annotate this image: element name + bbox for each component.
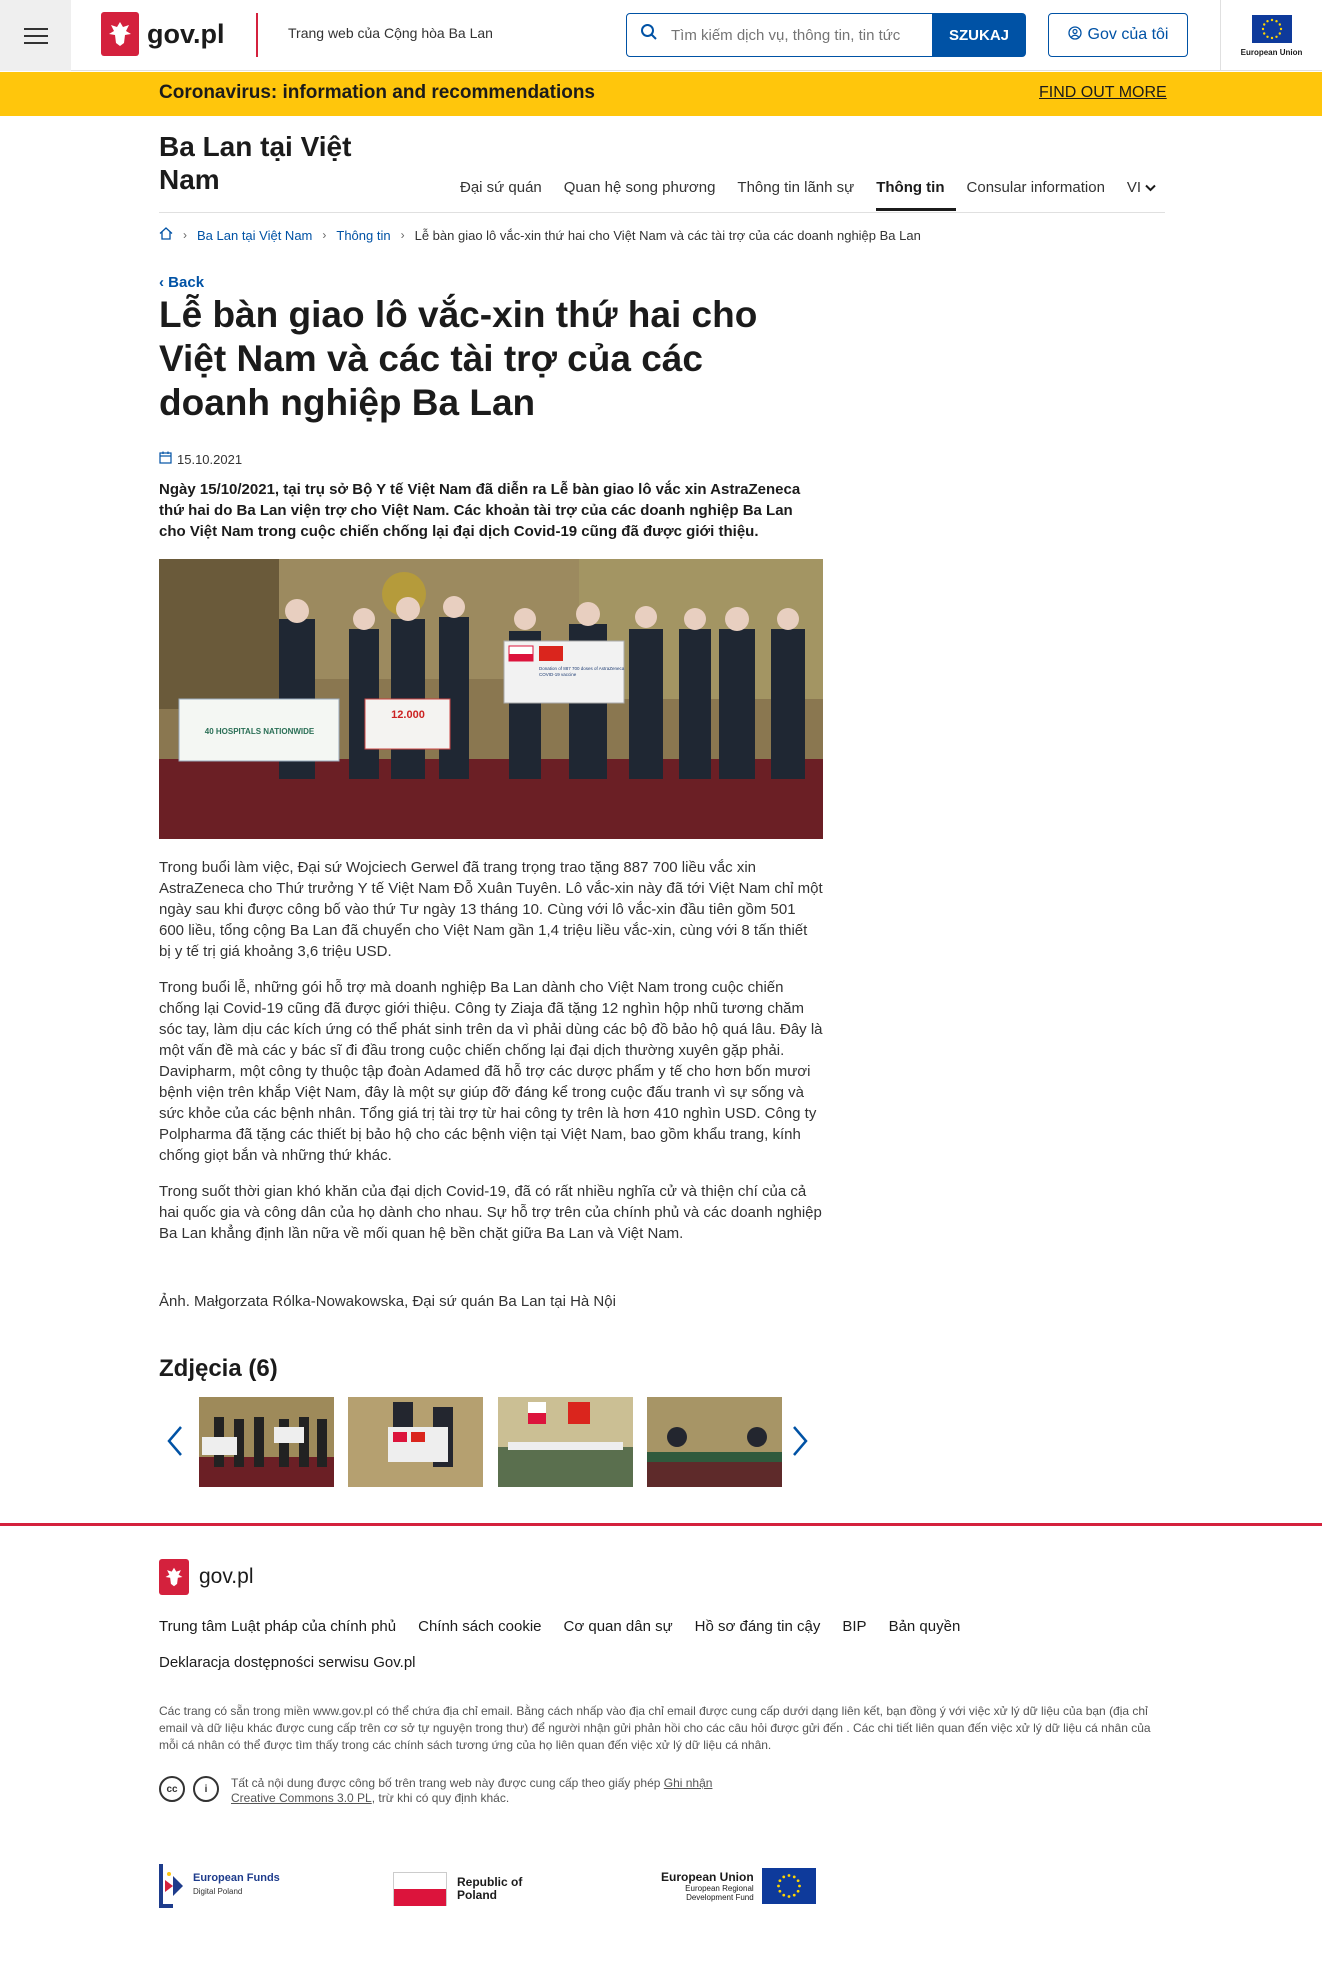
my-gov-label: Gov của tôi <box>1087 26 1169 43</box>
eu-flag-icon <box>1252 15 1292 43</box>
photo-credit: Ảnh. Małgorzata Rólka-Nowakowska, Đại sứ quán Ba Lan tại Hà Nội <box>159 1293 616 1310</box>
search-field <box>626 13 933 57</box>
gallery-prev-icon[interactable] <box>165 1425 185 1463</box>
nav-divider <box>159 212 1165 213</box>
footer-logo-text: gov.pl <box>199 1565 254 1588</box>
republic-of-poland-logo <box>393 1872 527 1906</box>
date-text: 15.10.2021 <box>177 451 243 467</box>
photo-sign-3: Donation of 887 700 doses of AstraZeneca COVID-19 vaccine <box>539 666 625 677</box>
user-icon <box>1068 26 1082 45</box>
poland-flag-icon <box>393 1872 447 1906</box>
gallery-thumb[interactable] <box>199 1397 334 1487</box>
european-funds-icon <box>159 1862 185 1908</box>
govpl-logo[interactable] <box>101 12 225 56</box>
chevron-down-icon <box>1145 179 1156 196</box>
nav-embassy[interactable]: Đại sứ quán <box>460 179 542 196</box>
chevron-right-icon: › <box>322 228 327 242</box>
article-paragraph-2: Trong buổi lễ, những gói hỗ trợ mà doanh nghiệp Ba Lan dành cho Việt Nam trong cuộc chiến chống lại Covid-19 cũng đã được giới thiệu. Công ty Ziaja đã tặng 12 nghìn hộp nhũ tương chăm sóc tay, làm dịu các kích ứng có thể phát sinh trên da vì phải dùng các bộ đồ bảo hộ quá lâu. Đây là một vấn đề mà các y bác sĩ đi đầu trong cuộc chiến chống lại đại dịch thường xuyên gặp phải. Davipharm, một công ty thuộc tập đoàn Adamed đã hỗ trợ các dược phẩm y tế cho hơn bốn mươi bệnh viện trên khắp Việt Nam, đây là một sự giúp đỡ đáng kể trong cuộc đấu tranh vì sự sống và sức khỏe của các bệnh nhân. Tổng giá trị tài trợ từ hai công ty trên là hơn 410 nghìn USD. Công ty Polpharma đã tặng các thiết bị bảo hộ cho các bệnh viện tại Việt Nam, bao gồm khẩu trang, kính chống giọt bắn và những thứ khác. <box>159 979 823 1164</box>
license-link[interactable]: Ghi nhận Creative Commons 3.0 PL <box>231 1776 713 1805</box>
footer-link-trusted-profile[interactable]: Hồ sơ đáng tin cậy <box>694 1618 821 1635</box>
breadcrumb <box>159 227 921 243</box>
article-photo <box>159 559 823 839</box>
search-icon <box>627 23 671 47</box>
site-title[interactable]: Ba Lan tại Việt Nam <box>159 131 352 195</box>
coronavirus-banner <box>0 72 1322 116</box>
article-lead: Ngày 15/10/2021, tại trụ sở Bộ Y tế Việt Nam đã diễn ra Lễ bàn giao lô vắc xin AstraZeneca thứ hai do Ba Lan viện trợ cho Việt Nam. Các khoản tài trợ của các doanh nghiệp Ba Lan cho Việt Nam trong cuộc chiến chống lại đại dịch Covid-19 cũng đã được giới thiệu. <box>159 481 801 540</box>
nav-consular-information-en[interactable]: Consular information <box>966 179 1105 196</box>
eagle-icon <box>101 12 139 56</box>
chevron-right-icon: › <box>400 228 405 242</box>
license-text <box>231 1776 751 1806</box>
chevron-right-icon: › <box>183 228 187 242</box>
eu-erdf-logo <box>661 1868 816 1904</box>
footer-link-civil-service[interactable]: Cơ quan dân sự <box>563 1618 673 1635</box>
license-text-post: , trừ khi có quy định khác. <box>371 1791 510 1805</box>
gallery-title: Zdjęcia (6) <box>159 1355 278 1382</box>
fund3-title: European Union <box>661 1869 754 1884</box>
cc-icon: cc <box>159 1776 185 1802</box>
logo-divider <box>256 13 258 57</box>
fund1-title: European Funds <box>193 1872 280 1884</box>
language-selector[interactable] <box>1127 175 1156 211</box>
footer-link-copyright[interactable]: Bản quyền <box>888 1618 961 1635</box>
breadcrumb-information[interactable]: Thông tin <box>336 227 391 243</box>
my-gov-button[interactable] <box>1048 13 1188 57</box>
main-nav <box>460 175 1156 211</box>
gallery-thumb[interactable] <box>498 1397 633 1487</box>
search-button[interactable]: SZUKAJ <box>932 13 1026 57</box>
back-link[interactable] <box>159 274 204 291</box>
footer-link-legislation[interactable]: Trung tâm Luật pháp của chính phủ <box>159 1618 397 1635</box>
calendar-icon <box>159 451 172 467</box>
banner-title: Coronavirus: information and recommendations <box>159 82 595 103</box>
european-funds-logo <box>159 1862 280 1908</box>
eu-logo <box>1220 0 1322 71</box>
fund3-sub: European Regional Development Fund <box>685 1883 754 1902</box>
article-date <box>159 451 242 467</box>
article-paragraph-1: Trong buổi làm việc, Đại sứ Wojciech Gerwel đã trang trọng trao tặng 887 700 liều vắc xin AstraZeneca cho Thứ trưởng Y tế Việt Nam Đỗ Xuân Tuyên. Lô vắc-xin này đã tới Việt Nam chỉ một ngày sau khi được công bố vào thứ Tư ngày 13 tháng 10. Cùng với lô vắc-xin đầu tiên gồm 501 600 liều, tổng cộng Ba Lan đã chuyển cho Việt Nam gần 1,4 triệu liều vắc-xin, cùng với 8 tấn thiết bị y tế trị giá khoảng 3,6 triệu USD. <box>159 859 823 960</box>
gallery-thumb[interactable] <box>348 1397 483 1487</box>
license-text-pre: Tất cả nội dung được công bố trên trang web này được cung cấp theo giấy phép <box>231 1776 664 1790</box>
footer-link-bip[interactable]: BIP <box>842 1618 867 1635</box>
photo-sign-1: 40 HOSPITALS NATIONWIDE <box>204 727 315 736</box>
funding-logos <box>159 1862 823 1908</box>
footer-link-cookies[interactable]: Chính sách cookie <box>418 1618 542 1635</box>
footer-logo[interactable] <box>159 1559 253 1595</box>
nav-bilateral[interactable]: Quan hệ song phương <box>563 179 716 196</box>
top-header <box>0 0 1322 71</box>
back-label: Back <box>168 274 205 291</box>
footer-links <box>159 1618 960 1635</box>
search-input[interactable] <box>671 27 921 44</box>
gallery-thumb[interactable] <box>647 1397 782 1487</box>
gallery-next-icon[interactable] <box>790 1425 810 1463</box>
menu-icon[interactable] <box>0 0 71 71</box>
language-label: VI <box>1126 179 1142 196</box>
license-notice <box>159 1776 751 1806</box>
photo-sign-2: 12.000 <box>391 709 425 721</box>
footer-divider <box>0 1523 1322 1526</box>
home-icon[interactable] <box>159 227 173 243</box>
nav-information[interactable]: Thông tin <box>876 175 955 211</box>
find-out-more-link[interactable]: FIND OUT MORE <box>1039 84 1167 101</box>
eu-flag-icon <box>762 1868 816 1904</box>
eu-label: European Union <box>1240 47 1303 57</box>
tagline: Trang web của Cộng hòa Ba Lan <box>288 25 493 41</box>
attribution-icon: i <box>193 1776 219 1802</box>
fund2-label: Republic of Poland <box>457 1875 523 1902</box>
footer-link-accessibility[interactable]: Deklaracja dostępności serwisu Gov.pl <box>159 1654 416 1671</box>
breadcrumb-current: Lễ bàn giao lô vắc-xin thứ hai cho Việt Nam và các tài trợ của các doanh nghiệp Ba Lan <box>414 227 921 243</box>
article-title: Lễ bàn giao lô vắc-xin thứ hai cho Việt Nam và các tài trợ của các doanh nghiệp Ba Lan <box>159 294 758 423</box>
footer-email-notice: Các trang có sẵn trong miền www.gov.pl có thể chứa địa chỉ email. Bằng cách nhấp vào địa chỉ email được cung cấp dưới dạng liên kết, bạn đồng ý với việc xử lý dữ liệu của bạn (địa chỉ email và dữ liệu khác được cung cấp trên cơ sở tự nguyện trong thư) để người nhận gửi phản hồi cho các câu hỏi được gửi đến . Các chi tiết liên quan đến việc xử lý dữ liệu cá nhân của mỗi cá nhân có thể được tìm thấy trong các chính sách tương ứng của họ liên quan đến việc xử lý dữ liệu cá nhân. <box>159 1704 1151 1752</box>
nav-consular-info[interactable]: Thông tin lãnh sự <box>737 179 855 196</box>
article-paragraph-3: Trong suốt thời gian khó khăn của đại dịch Covid-19, đã có rất nhiều nghĩa cử và thiện chí của cả hai quốc gia và công dân của họ dành cho nhau. Sự hỗ trợ trên của chính phủ và các doanh nghiệp Ba Lan khẳng định lần nữa về mối quan hệ bền chặt giữa Ba Lan và Việt Nam. <box>159 1183 822 1242</box>
logo-text: gov.pl <box>147 18 225 49</box>
fund1-sub: Digital Poland <box>193 1887 243 1896</box>
eagle-icon <box>159 1559 189 1595</box>
chevron-left-icon: ‹ <box>159 274 169 291</box>
breadcrumb-site[interactable]: Ba Lan tại Việt Nam <box>197 227 313 243</box>
